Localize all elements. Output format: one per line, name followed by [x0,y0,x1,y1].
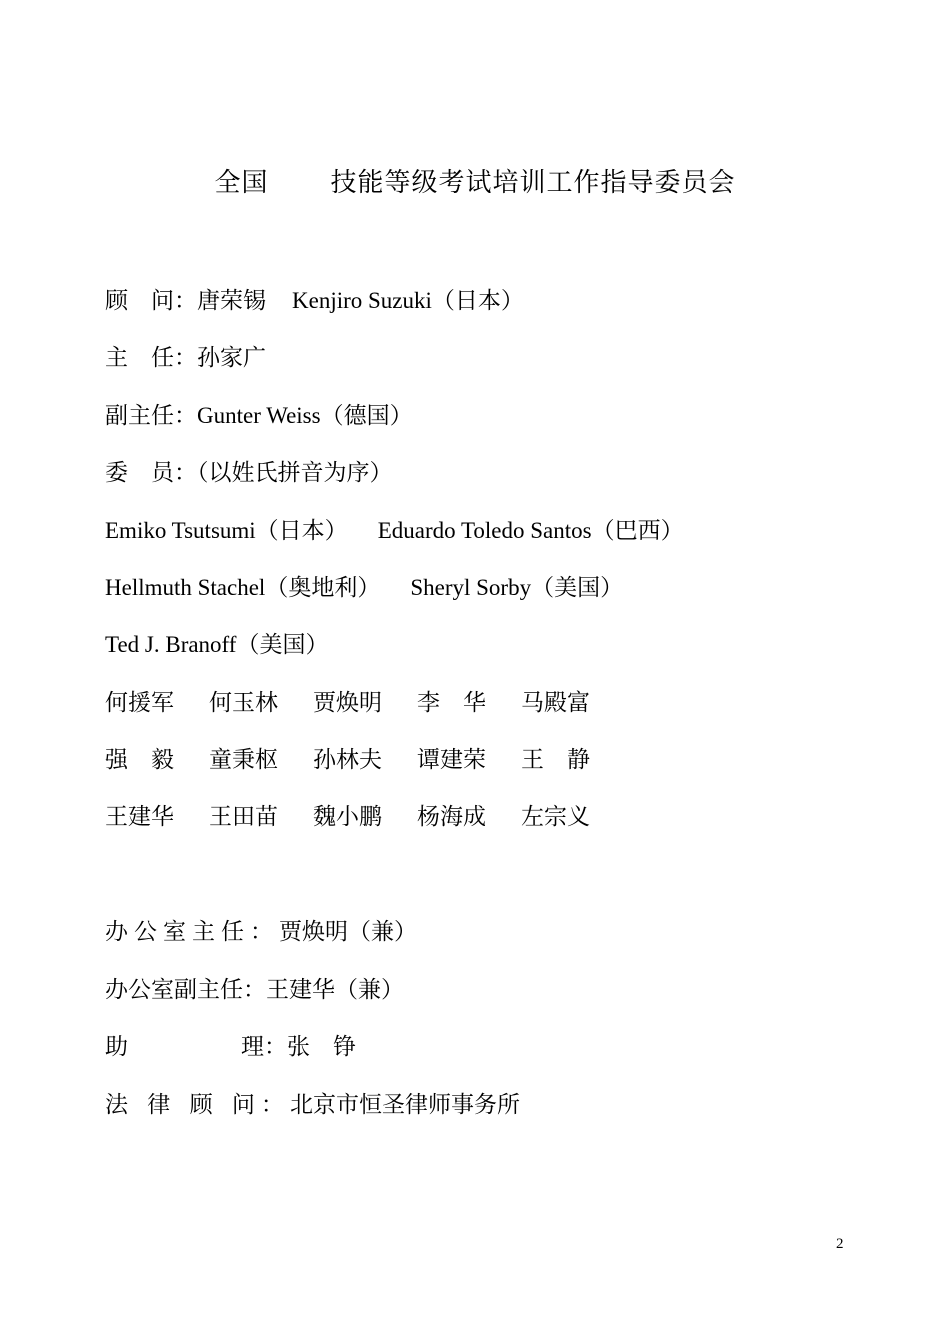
member-name: 谭建荣 [417,747,486,772]
legal-advisor-label: 法 律 顾 问： [105,1092,290,1118]
title-left: 全国 [214,168,269,198]
assistant-label-a: 助 [105,1034,128,1060]
office-director-name: 贾焕明（兼） [279,919,417,944]
member-name: 左宗义 [521,804,590,829]
page-number: 2 [836,1236,844,1252]
deputy-director-row [105,401,413,431]
foreign-member: Sheryl Sorby（美国） [410,575,624,600]
chinese-members-row-1 [105,688,625,718]
chinese-members-row-2 [105,745,625,775]
deputy-director-name: Gunter Weiss（德国） [197,403,413,428]
member-name: 何援军 [105,690,174,715]
member-name: 魏小鹏 [313,804,382,829]
member-name: 王田苗 [209,804,278,829]
office-deputy-label: 办公室副主任： [105,977,266,1003]
foreign-member: Ted J. Branoff（美国） [105,632,329,657]
assistant-label-b: 理： [241,1034,287,1060]
director-row [105,343,266,373]
member-name: 何玉林 [209,690,278,715]
foreign-member: Eduardo Toledo Santos（巴西） [377,518,684,543]
member-name: 李 华 [417,690,486,715]
advisor-row [105,286,524,316]
foreign-members-row-3 [105,630,328,660]
legal-advisor-row [105,1090,520,1120]
chinese-members-row-3 [105,802,625,832]
member-name: 王 静 [521,747,590,772]
members-note: （以姓氏拼音为序） [197,460,393,485]
member-name: 强 毅 [105,747,174,772]
advisor-name-en: Kenjiro Suzuki（日本） [292,288,524,313]
members-label: 委 员： [105,460,197,486]
deputy-director-label: 副主任： [105,403,197,429]
foreign-members-row-1 [105,516,684,546]
member-name: 杨海成 [417,804,486,829]
director-name: 孙家广 [197,345,266,370]
legal-advisor-name: 北京市恒圣律师事务所 [289,1092,520,1117]
office-deputy-row [105,975,404,1005]
title-right: 技能等级考试培训工作指导委员会 [330,168,736,198]
director-label: 主 任： [105,345,197,371]
assistant-row [105,1032,356,1062]
foreign-members-row-2 [105,573,623,603]
member-name: 贾焕明 [313,690,382,715]
foreign-member: Emiko Tsutsumi（日本） [105,518,348,543]
office-deputy-name: 王建华（兼） [266,977,404,1002]
advisor-label: 顾 问： [105,288,197,314]
office-director-row [105,917,417,947]
member-name: 童秉枢 [209,747,278,772]
page-title [0,162,950,199]
members-row [105,458,393,488]
assistant-name: 张 铮 [287,1034,356,1059]
foreign-member: Hellmuth Stachel（奥地利） [105,575,381,600]
member-name: 孙林夫 [313,747,382,772]
member-name: 马殿富 [521,690,590,715]
member-name: 王建华 [105,804,174,829]
advisor-name-cn: 唐荣锡 [197,288,266,313]
office-director-label: 办公室主任： [105,919,279,945]
